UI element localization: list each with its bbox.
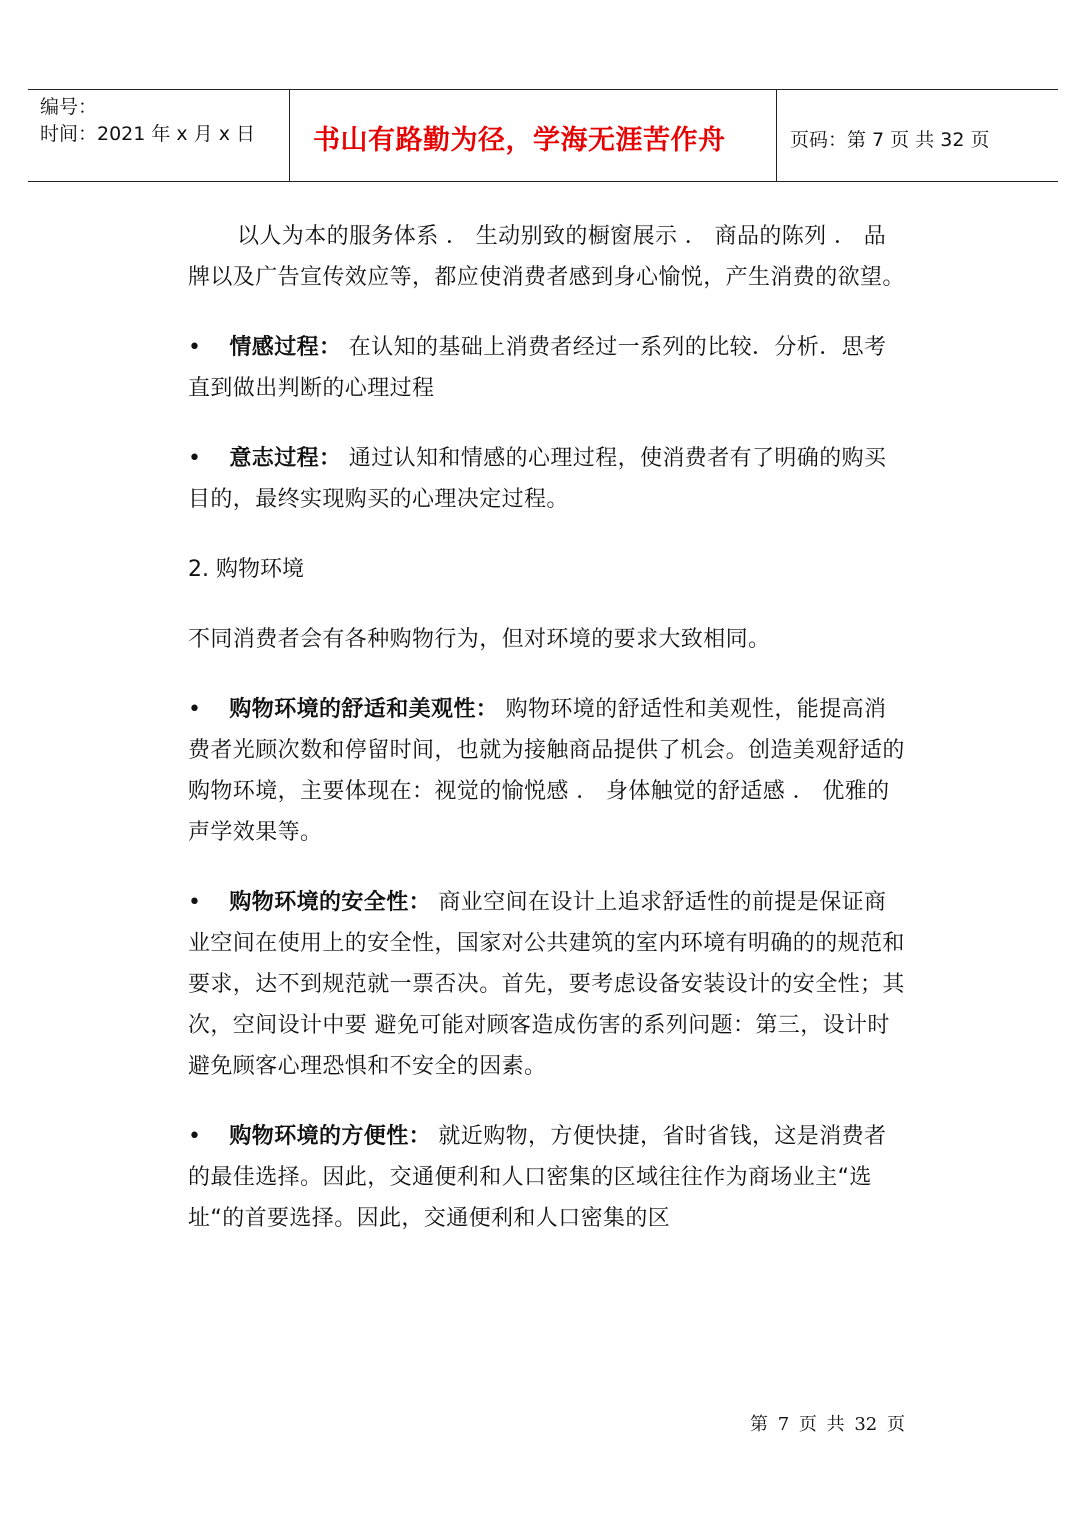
bullet-marker: • (188, 1124, 202, 1149)
bullet-will-process (188, 438, 908, 520)
environment-intro-paragraph: 不同消费者会有各种购物行为，但对环境的要求大致相同。 (188, 627, 771, 652)
bullet-marker: • (188, 697, 202, 722)
bullet-term: 购物环境的舒适和美观性： (229, 697, 499, 722)
section-heading-shopping-environment: 2. 购物环境 (188, 557, 304, 582)
header-divider-right (776, 90, 777, 181)
bullet-text: 在认知的基础上消费者经过一系列的比较．分析．思考直到做出判断的心理过程 (188, 335, 887, 401)
bullet-term: 情感过程： (229, 335, 342, 360)
bullet-marker: • (188, 335, 202, 360)
page-header (28, 89, 1058, 182)
bullet-term: 意志过程： (229, 446, 342, 471)
header-page-info: 页码：第 7 页 共 32 页 (790, 129, 990, 151)
bullet-marker: • (188, 446, 202, 471)
bullet-convenience (188, 1116, 908, 1239)
intro-paragraph: 以人为本的服务体系 ． 生动别致的橱窗展示 ． 商品的陈列 ． 品牌以及广告宣传效应等，都应使消费者感到身心愉悦，产生消费的欲望。 (188, 224, 905, 290)
bullet-term: 购物环境的方便性： (229, 1124, 431, 1149)
page-footer: 第 7 页 共 32 页 (750, 1414, 905, 1435)
header-divider-left (289, 90, 290, 181)
document-body (188, 216, 908, 1268)
bullet-text: 商业空间在设计上追求舒适性的前提是保证商业空间在使用上的安全性，国家对公共建筑的室内环境有明确的的规范和要求，达不到规范就一票否决。首先，要考虑设备安装设计的安全性；其次，空间设计中要 避免可能对顾客造成伤害的系列问题：第三，设计时避免顾客心理恐惧和不安全的因素。 (188, 890, 905, 1079)
bullet-marker: • (188, 890, 202, 915)
bullet-comfort-aesthetics (188, 689, 908, 853)
document-number-label: 编号： (40, 96, 98, 118)
header-meta (40, 94, 255, 148)
header-motto: 书山有路勤为径，学海无涯苦作舟 (313, 125, 726, 156)
bullet-safety (188, 882, 908, 1087)
document-time: 时间：2021 年 x 月 x 日 (40, 123, 256, 145)
bullet-emotional-process (188, 327, 908, 409)
bullet-text: 购物环境的舒适性和美观性，能提高消费者光顾次数和停留时间，也就为接触商品提供了机会。创造美观舒适的购物环境，主要体现在：视觉的愉悦感 ． 身体触觉的舒适感 ． 优雅的声学效果等。 (188, 697, 905, 845)
bullet-text: 就近购物，方便快捷，省时省钱，这是消费者的最佳选择。因此，交通便利和人口密集的区域往往作为商场业主“选址“的首要选择。因此，交通便利和人口密集的区 (188, 1124, 887, 1231)
bullet-term: 购物环境的安全性： (229, 890, 431, 915)
bullet-text: 通过认知和情感的心理过程，使消费者有了明确的购买目的，最终实现购买的心理决定过程。 (188, 446, 887, 512)
